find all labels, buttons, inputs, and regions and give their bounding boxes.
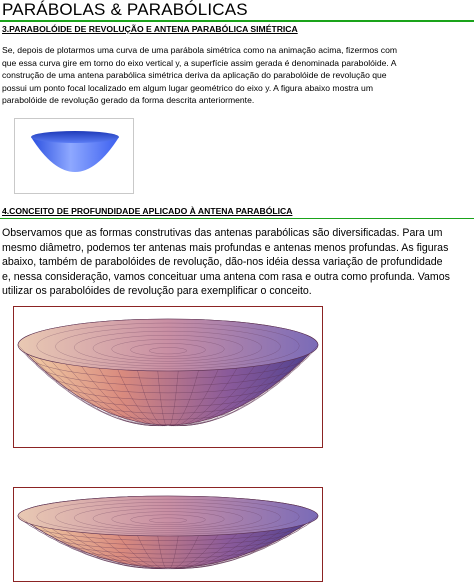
section-3-line: parabolóide de revolução gerado da forma descrita anteriormente. — [2, 95, 255, 105]
section-3-line: possui um ponto focal localizado em algum lugar geométrico do eixo y. A figura abaixo mostra um — [2, 82, 373, 93]
section-3-line: construção de uma antena parabólica simétrica deriva da aplicação do parabolóide de revolução que — [2, 70, 387, 80]
title-divider — [0, 20, 474, 22]
section-4-line: abaixo, também de parabolóides de revolução, dão-nos idéia dessa variação de profundidade — [2, 256, 443, 268]
shallow-paraboloid-surface — [14, 488, 322, 581]
section-3-line: Se, depois de plotarmos uma curva de uma parábola simétrica como na animação acima, fizermos com — [2, 45, 398, 55]
section-4-line: utilizar os parabolóides de revolução para exemplificar o conceito. — [2, 285, 312, 297]
page-title: PARÁBOLAS & PARABÓLICAS — [2, 0, 248, 19]
deep-paraboloid-figure — [13, 306, 323, 448]
section-3-heading: 3.PARABOLÓIDE DE REVOLUÇÃO E ANTENA PARABÓLICA SIMÉTRICA — [2, 24, 298, 34]
paraboloid-image — [14, 118, 134, 194]
shallow-paraboloid-figure — [13, 487, 323, 582]
deep-paraboloid-surface — [14, 307, 322, 447]
blue-paraboloid-illustration — [15, 119, 133, 193]
section-4-line: Observamos que as formas construtivas das antenas parabólicas são diversificadas. Para um — [2, 227, 443, 239]
section-3-line: que essa curva gire em torno do eixo vertical y, a superfície assim gerada é denominada parabolóide. A — [2, 57, 397, 68]
section-4-heading: 4.CONCEITO DE PROFUNDIDADE APLICADO À ANTENA PARABÓLICA — [2, 206, 293, 216]
section-4-divider — [0, 218, 474, 219]
section-3-paragraph — [2, 44, 470, 107]
section-4-paragraph — [2, 226, 472, 299]
section-4-line: e, nessa consideração, vamos conceituar uma antena com rasa e outra como profunda. Vamos — [2, 270, 450, 283]
section-4-line: mesmo diâmetro, podemos ter antenas mais profundas e antenas menos profundas. As figuras — [2, 241, 449, 254]
